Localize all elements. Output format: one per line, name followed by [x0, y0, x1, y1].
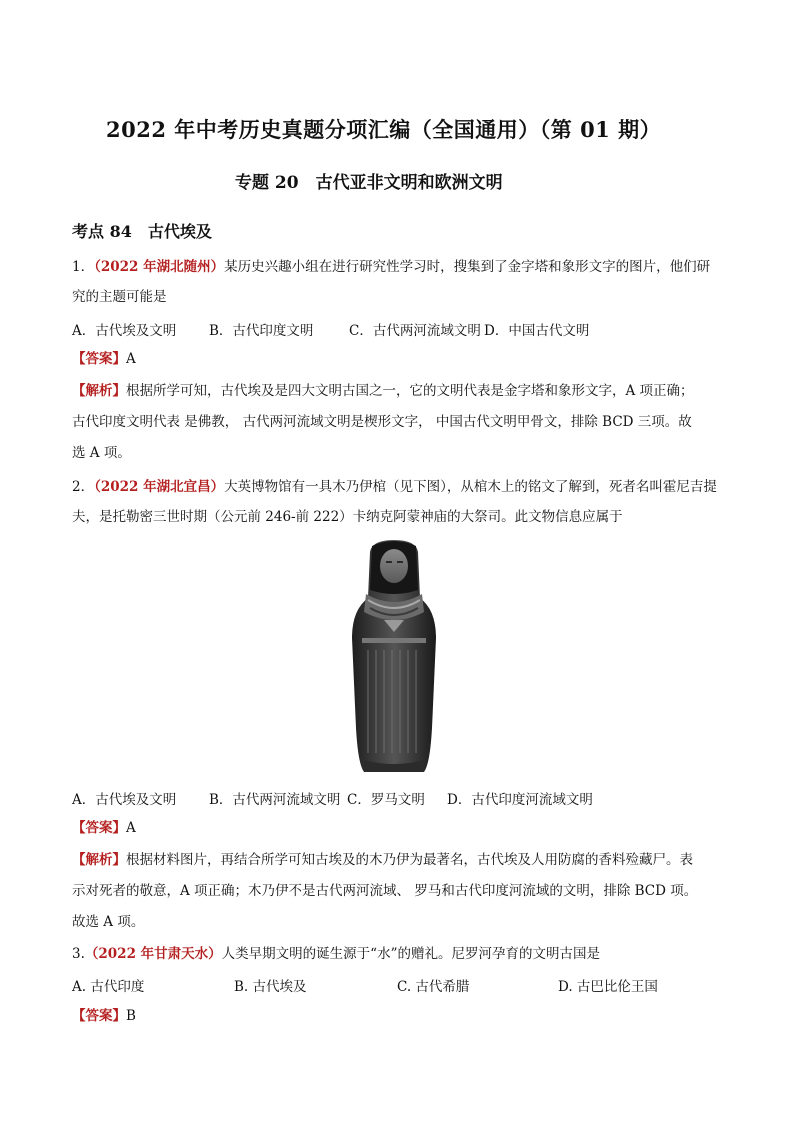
question-3-source: （2022 年甘肃天水） [84, 946, 222, 962]
question-3-stem [72, 944, 600, 964]
answer-label: 【答案】 [72, 351, 126, 367]
question-1-analysis-line2: 古代印度文明代表 是佛教， 古代两河流域文明是楔形文字， 中国古代文明甲骨文，排除 BCD 三项。故 [72, 414, 692, 430]
question-2-number: 2． [72, 479, 95, 495]
mummy-coffin-image [340, 538, 448, 774]
answer-value: A [126, 820, 136, 836]
question-1-option-c: C．古代两河流域文明 [349, 323, 481, 339]
question-3-number: 3. [72, 946, 85, 962]
topic-heading: 考点 84 古代埃及 [72, 222, 212, 241]
question-1-option-d: D．中国古代文明 [484, 323, 590, 339]
question-2-analysis-line3: 故选 A 项。 [72, 914, 145, 930]
answer-label: 【答案】 [72, 820, 126, 836]
question-2-text-line1: 大英博物馆有一具木乃伊棺（见下图），从棺木上的铭文了解到，死者名叫霍尼吉提 [224, 479, 717, 495]
question-1-text-line1: 某历史兴趣小组在进行研究性学习时，搜集到了金字塔和象形文字的图片，他们研 [224, 259, 711, 275]
answer-label: 【答案】 [72, 1008, 126, 1024]
question-2-text-line2: 夫，是托勒密三世时期（公元前 246-前 222）卡纳克阿蒙神庙的大祭司。此文物信息应属于 [72, 509, 623, 525]
question-2-answer [72, 818, 136, 838]
question-2-stem [72, 477, 717, 497]
sarcophagus-illustration [340, 538, 448, 774]
question-1-option-b: B．古代印度文明 [209, 323, 314, 339]
question-3-option-d: D. 古巴比伦王国 [558, 979, 658, 995]
question-2-analysis-line2: 示对死者的敬意，A 项正确；木乃伊不是古代两河流域、 罗马和古代印度河流域的文明，排除 BCD 项。 [72, 883, 698, 899]
question-2-option-b: B．古代两河流域文明 [209, 792, 341, 808]
answer-value: A [126, 351, 136, 367]
question-3-answer [72, 1006, 136, 1026]
question-3-option-b: B. 古代埃及 [234, 979, 307, 995]
question-2-analysis-line1: 【解析】根据材料图片，再结合所学可知古埃及的木乃伊为最著名，古代埃及人用防腐的香料殓藏尸。表 [72, 852, 693, 868]
question-1-number: 1． [72, 259, 95, 275]
page-title: 2022 年中考历史真题分项汇编（全国通用）（第 01 期） [106, 117, 662, 142]
question-1-answer [72, 349, 136, 369]
question-1-option-a: A．古代埃及文明 [72, 323, 177, 339]
question-3-option-c: C. 古代希腊 [397, 979, 470, 995]
question-1-analysis-line3: 选 A 项。 [72, 445, 131, 461]
question-3-text: 人类早期文明的诞生源于“水”的赠礼。尼罗河孕育的文明古国是 [221, 946, 600, 962]
analysis-label: 【解析】 [72, 852, 126, 868]
question-1-analysis-line1: 【解析】根据所学可知，古代埃及是四大文明古国之一，它的文明代表是金字塔和象形文字，A 项正确； [72, 383, 694, 399]
question-2-option-c: C．罗马文明 [347, 792, 425, 808]
section-subtitle: 专题 20 古代亚非文明和欧洲文明 [235, 173, 503, 193]
question-1-source: （2022 年湖北随州） [94, 259, 225, 275]
question-1-text-line2: 究的主题可能是 [72, 289, 167, 305]
question-3-option-a: A. 古代印度 [72, 979, 145, 995]
question-1-stem [72, 257, 710, 277]
answer-value: B [126, 1008, 136, 1024]
question-2-option-d: D．古代印度河流域文明 [447, 792, 593, 808]
question-2-option-a: A．古代埃及文明 [72, 792, 177, 808]
question-2-source: （2022 年湖北宜昌） [94, 479, 225, 495]
analysis-label: 【解析】 [72, 383, 126, 399]
